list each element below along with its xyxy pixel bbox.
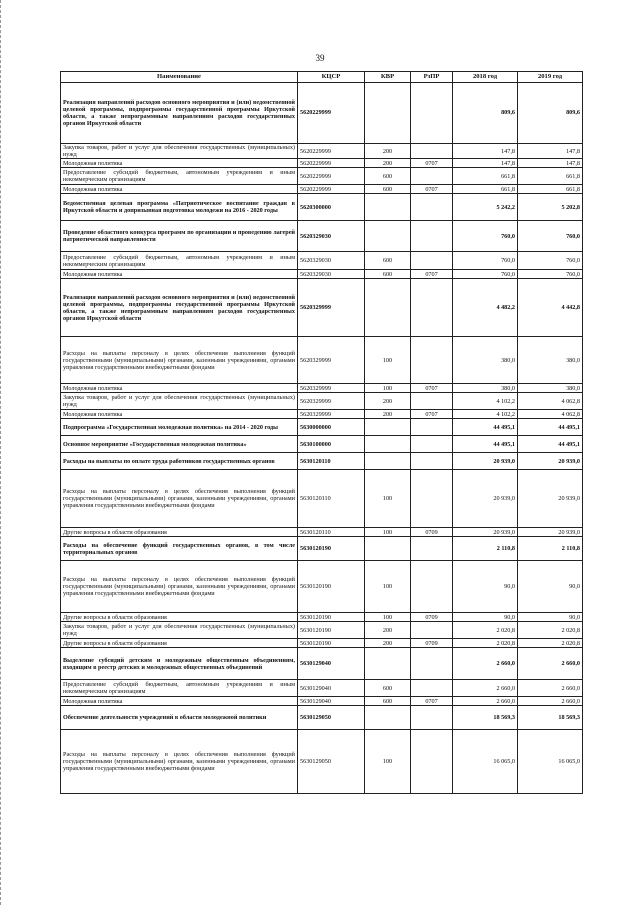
row-2018-value: 16 065,0 <box>453 730 518 794</box>
row-rzpr <box>411 279 453 337</box>
row-kcsr: 5630120190 <box>298 639 365 648</box>
row-kcsr: 5620329999 <box>298 279 365 337</box>
row-name: Закупка товаров, работ и услуг для обеспечения государственных (муниципальных) нужд <box>61 393 298 410</box>
row-2019-value: 2 660,0 <box>518 680 583 697</box>
row-rzpr <box>411 83 453 144</box>
row-kcsr: 5630120190 <box>298 613 365 622</box>
row-kvr: 100 <box>365 613 411 622</box>
row-kcsr: 5620329999 <box>298 393 365 410</box>
table-row <box>61 337 583 384</box>
row-name: Закупка товаров, работ и услуг для обеспечения государственных (муниципальных) нужд <box>61 622 298 639</box>
row-2018-value: 4 102,2 <box>453 393 518 410</box>
row-name: Ведомственная целевая программа «Патриотическое воспитание граждан в Иркутской области и допризывная подготовка молодежи на 2016 - 2020 годы <box>61 194 298 221</box>
page-number: 39 <box>315 53 325 63</box>
row-rzpr: 0707 <box>411 270 453 279</box>
table-row <box>61 419 583 436</box>
row-rzpr <box>411 622 453 639</box>
row-2019-value: 20 939,0 <box>518 470 583 528</box>
table-row <box>61 706 583 730</box>
row-2018-value: 147,8 <box>453 159 518 168</box>
row-kcsr: 5620229999 <box>298 159 365 168</box>
row-2018-value: 2 660,0 <box>453 648 518 680</box>
row-rzpr <box>411 337 453 384</box>
row-2019-value: 661,8 <box>518 168 583 185</box>
table-row <box>61 730 583 794</box>
table-row <box>61 384 583 393</box>
table-row <box>61 697 583 706</box>
row-2018-value: 44 495,1 <box>453 419 518 436</box>
row-2019-value: 147,8 <box>518 159 583 168</box>
row-2018-value: 18 569,3 <box>453 706 518 730</box>
row-name: Другие вопросы в области образования <box>61 528 298 537</box>
row-name: Молодежная политика <box>61 185 298 194</box>
row-2018-value: 2 660,0 <box>453 680 518 697</box>
row-kvr: 100 <box>365 528 411 537</box>
row-name: Предоставление субсидий бюджетным, автономным учреждениям и иным некоммерческим организациям <box>61 680 298 697</box>
row-2018-value: 2 020,8 <box>453 622 518 639</box>
row-2019-value: 147,8 <box>518 144 583 159</box>
row-kvr: 600 <box>365 168 411 185</box>
row-kcsr: 5630120190 <box>298 622 365 639</box>
table-row <box>61 470 583 528</box>
row-2018-value: 20 939,0 <box>453 470 518 528</box>
row-kvr: 200 <box>365 393 411 410</box>
row-kvr <box>365 221 411 252</box>
row-2019-value: 760,0 <box>518 221 583 252</box>
row-2019-value: 380,0 <box>518 337 583 384</box>
row-2019-value: 44 495,1 <box>518 436 583 453</box>
row-kcsr: 5630120190 <box>298 561 365 613</box>
row-kcsr: 5630120190 <box>298 537 365 561</box>
row-2018-value: 20 939,0 <box>453 453 518 470</box>
row-kvr: 600 <box>365 185 411 194</box>
row-rzpr <box>411 561 453 613</box>
table-row <box>61 144 583 159</box>
row-kvr: 100 <box>365 561 411 613</box>
row-2019-value: 2 020,8 <box>518 639 583 648</box>
row-kvr <box>365 279 411 337</box>
row-2019-value: 20 939,0 <box>518 453 583 470</box>
row-2018-value: 2 020,8 <box>453 639 518 648</box>
row-kcsr: 5620229999 <box>298 185 365 194</box>
row-2019-value: 4 062,8 <box>518 393 583 410</box>
row-2019-value: 18 569,3 <box>518 706 583 730</box>
row-2019-value: 16 065,0 <box>518 730 583 794</box>
row-kcsr: 5620229999 <box>298 168 365 185</box>
row-name: Молодежная политика <box>61 159 298 168</box>
table-row <box>61 680 583 697</box>
row-2019-value: 760,0 <box>518 252 583 270</box>
row-kvr: 600 <box>365 680 411 697</box>
row-2019-value: 760,0 <box>518 270 583 279</box>
row-2019-value: 4 062,8 <box>518 410 583 419</box>
row-rzpr <box>411 419 453 436</box>
row-name: Предоставление субсидий бюджетным, автономным учреждениям и иным некоммерческим организациям <box>61 168 298 185</box>
row-kcsr: 5620329999 <box>298 410 365 419</box>
table-row <box>61 537 583 561</box>
row-kvr <box>365 537 411 561</box>
row-2018-value: 147,8 <box>453 144 518 159</box>
row-kvr: 200 <box>365 410 411 419</box>
header-rzpr: РзПР <box>411 72 453 83</box>
row-name: Расходы на обеспечение функций государственных органов, в том числе территориальных органов <box>61 537 298 561</box>
row-rzpr <box>411 680 453 697</box>
row-kcsr: 5620329999 <box>298 384 365 393</box>
row-kvr <box>365 436 411 453</box>
row-2018-value: 809,6 <box>453 83 518 144</box>
row-name: Расходы на выплаты персоналу в целях обеспечения выполнения функций государственными (муниципальными) органами, казенными учреждениями, органами управления государственными внебюджетными фондами <box>61 337 298 384</box>
table-body <box>61 83 583 794</box>
row-2018-value: 20 939,0 <box>453 528 518 537</box>
row-2019-value: 2 660,0 <box>518 697 583 706</box>
row-rzpr: 0707 <box>411 159 453 168</box>
row-name: Основное мероприятие «Государственная молодежная политика» <box>61 436 298 453</box>
row-name: Расходы на выплаты персоналу в целях обеспечения выполнения функций государственными (муниципальными) органами, казенными учреждениями, органами управления государственными внебюджетными фондами <box>61 730 298 794</box>
row-kcsr: 5620329030 <box>298 270 365 279</box>
row-rzpr: 0709 <box>411 639 453 648</box>
header-2018: 2018 год <box>453 72 518 83</box>
row-name: Обеспечение деятельности учреждений в области молодежной политики <box>61 706 298 730</box>
row-rzpr <box>411 453 453 470</box>
row-name: Реализация направлений расходов основного мероприятия и (или) ведомственной целевой программы, подпрограммы государственной программы Иркутской области, а также непрограммным направлениям расходов государственных органов Иркутской области <box>61 279 298 337</box>
row-2018-value: 760,0 <box>453 252 518 270</box>
row-kcsr: 5620329030 <box>298 252 365 270</box>
row-kvr <box>365 83 411 144</box>
table-row <box>61 279 583 337</box>
table-row <box>61 436 583 453</box>
row-kcsr: 5630000000 <box>298 419 365 436</box>
row-name: Выделение субсидий детским и молодежным общественным объединениям, входящим в реестр детских и молодежных общественных объединений <box>61 648 298 680</box>
row-2019-value: 2 110,8 <box>518 537 583 561</box>
row-name: Проведение областного конкурса программ по организации и проведению лагерей патриотической направленности <box>61 221 298 252</box>
row-kvr: 100 <box>365 470 411 528</box>
table-row <box>61 252 583 270</box>
row-kvr: 200 <box>365 622 411 639</box>
table-row <box>61 393 583 410</box>
row-2018-value: 2 660,0 <box>453 697 518 706</box>
row-rzpr <box>411 730 453 794</box>
row-2019-value: 380,0 <box>518 384 583 393</box>
row-rzpr: 0709 <box>411 528 453 537</box>
row-rzpr <box>411 393 453 410</box>
row-name: Молодежная политика <box>61 270 298 279</box>
row-2019-value: 5 202,8 <box>518 194 583 221</box>
row-2019-value: 90,0 <box>518 613 583 622</box>
row-2019-value: 2 660,0 <box>518 648 583 680</box>
row-kcsr: 5620329999 <box>298 337 365 384</box>
table-row <box>61 561 583 613</box>
table-row <box>61 159 583 168</box>
row-2018-value: 380,0 <box>453 384 518 393</box>
row-kvr <box>365 648 411 680</box>
row-kvr <box>365 419 411 436</box>
table-row <box>61 528 583 537</box>
row-rzpr <box>411 470 453 528</box>
row-rzpr <box>411 194 453 221</box>
row-2018-value: 380,0 <box>453 337 518 384</box>
row-2018-value: 4 482,2 <box>453 279 518 337</box>
row-rzpr <box>411 648 453 680</box>
row-name: Расходы на выплаты персоналу в целях обеспечения выполнения функций государственными (муниципальными) органами, казенными учреждениями, органами управления государственными внебюджетными фондами <box>61 561 298 613</box>
scan-edge <box>0 0 2 905</box>
row-kcsr: 5620229999 <box>298 83 365 144</box>
row-kvr <box>365 453 411 470</box>
row-2019-value: 44 495,1 <box>518 419 583 436</box>
row-rzpr <box>411 706 453 730</box>
row-kcsr: 5630129050 <box>298 706 365 730</box>
table-row <box>61 83 583 144</box>
row-2019-value: 2 020,8 <box>518 622 583 639</box>
table-row <box>61 453 583 470</box>
row-2018-value: 5 242,2 <box>453 194 518 221</box>
row-2019-value: 4 442,8 <box>518 279 583 337</box>
row-name: Молодежная политика <box>61 697 298 706</box>
row-name: Расходы на выплаты по оплате труда работников государственных органов <box>61 453 298 470</box>
row-kvr: 100 <box>365 730 411 794</box>
table-row <box>61 410 583 419</box>
row-kvr: 600 <box>365 697 411 706</box>
row-rzpr <box>411 436 453 453</box>
row-2018-value: 760,0 <box>453 221 518 252</box>
row-name: Другие вопросы в области образования <box>61 639 298 648</box>
row-kcsr: 5630120110 <box>298 470 365 528</box>
row-2019-value: 809,6 <box>518 83 583 144</box>
table-header-row <box>61 72 583 83</box>
row-2018-value: 4 102,2 <box>453 410 518 419</box>
row-kcsr: 5620329030 <box>298 221 365 252</box>
row-2019-value: 20 939,0 <box>518 528 583 537</box>
row-name: Молодежная политика <box>61 410 298 419</box>
row-2018-value: 661,8 <box>453 168 518 185</box>
table-row <box>61 168 583 185</box>
row-kcsr: 5630129050 <box>298 730 365 794</box>
row-kvr: 600 <box>365 252 411 270</box>
row-rzpr <box>411 252 453 270</box>
row-2018-value: 44 495,1 <box>453 436 518 453</box>
row-kvr: 100 <box>365 384 411 393</box>
row-kvr <box>365 706 411 730</box>
row-kcsr: 5630120110 <box>298 453 365 470</box>
row-kvr: 200 <box>365 159 411 168</box>
row-rzpr: 0707 <box>411 384 453 393</box>
row-2018-value: 661,8 <box>453 185 518 194</box>
budget-table <box>60 71 583 794</box>
row-kcsr: 5630100000 <box>298 436 365 453</box>
row-name: Другие вопросы в области образования <box>61 613 298 622</box>
header-name: Наименование <box>61 72 298 83</box>
row-kcsr: 5630129040 <box>298 697 365 706</box>
header-2019: 2019 год <box>518 72 583 83</box>
row-kcsr: 5620229999 <box>298 144 365 159</box>
table-row <box>61 639 583 648</box>
row-rzpr <box>411 221 453 252</box>
row-name: Предоставление субсидий бюджетным, автономным учреждениям и иным некоммерческим организациям <box>61 252 298 270</box>
row-rzpr <box>411 168 453 185</box>
row-kcsr: 5630129040 <box>298 680 365 697</box>
row-kvr: 200 <box>365 144 411 159</box>
row-rzpr: 0707 <box>411 697 453 706</box>
row-name: Подпрограмма «Государственная молодежная политика» на 2014 - 2020 годы <box>61 419 298 436</box>
header-kcsr: КЦСР <box>298 72 365 83</box>
row-kvr: 200 <box>365 639 411 648</box>
row-2019-value: 90,0 <box>518 561 583 613</box>
table-row <box>61 648 583 680</box>
header-kvr: КВР <box>365 72 411 83</box>
row-rzpr: 0709 <box>411 613 453 622</box>
row-2018-value: 90,0 <box>453 561 518 613</box>
row-name: Расходы на выплаты персоналу в целях обеспечения выполнения функций государственными (муниципальными) органами, казенными учреждениями, органами управления государственными внебюджетными фондами <box>61 470 298 528</box>
row-name: Молодежная политика <box>61 384 298 393</box>
row-2018-value: 90,0 <box>453 613 518 622</box>
row-rzpr: 0707 <box>411 185 453 194</box>
row-name: Реализация направлений расходов основного мероприятия и (или) ведомственной целевой программы, подпрограммы государственной программы Иркутской области, а также непрограммным направлениям расходов государственных органов Иркутской области <box>61 83 298 144</box>
table-row <box>61 221 583 252</box>
row-2018-value: 2 110,8 <box>453 537 518 561</box>
row-2018-value: 760,0 <box>453 270 518 279</box>
table-row <box>61 622 583 639</box>
row-rzpr <box>411 144 453 159</box>
row-rzpr <box>411 537 453 561</box>
row-kcsr: 5620300000 <box>298 194 365 221</box>
table-row <box>61 185 583 194</box>
table-row <box>61 270 583 279</box>
row-kvr: 600 <box>365 270 411 279</box>
row-2019-value: 661,8 <box>518 185 583 194</box>
row-kcsr: 5630129040 <box>298 648 365 680</box>
row-kvr: 100 <box>365 337 411 384</box>
row-name: Закупка товаров, работ и услуг для обеспечения государственных (муниципальных) нужд <box>61 144 298 159</box>
row-kcsr: 5630120110 <box>298 528 365 537</box>
table-row <box>61 613 583 622</box>
row-rzpr: 0707 <box>411 410 453 419</box>
table-row <box>61 194 583 221</box>
row-kvr <box>365 194 411 221</box>
